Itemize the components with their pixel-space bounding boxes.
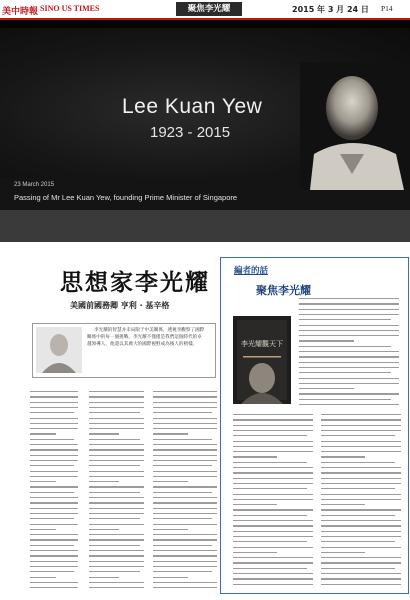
text-line [30, 518, 74, 519]
text-line [153, 571, 212, 572]
text-line [30, 539, 78, 540]
text-line [153, 508, 217, 509]
text-line [89, 555, 144, 556]
text-line [89, 492, 140, 493]
text-line [299, 346, 391, 347]
text-line [30, 407, 78, 408]
text-line [89, 412, 140, 413]
text-line [89, 486, 144, 487]
text-line [321, 547, 401, 548]
text-line [89, 476, 144, 477]
newspaper-logo: 美中時報 [2, 7, 39, 17]
text-line [153, 524, 217, 525]
text-line [153, 460, 217, 461]
masthead [0, 0, 410, 20]
text-line [299, 372, 391, 373]
article-summary [32, 323, 217, 377]
text-line [89, 433, 119, 434]
text-line [153, 428, 217, 429]
text-line [89, 444, 144, 445]
text-line [233, 499, 313, 500]
text-line [233, 414, 313, 415]
text-line [321, 568, 395, 569]
article-body-column-2 [89, 391, 144, 591]
text-line [321, 578, 401, 579]
text-line [30, 460, 78, 461]
text-line [30, 455, 78, 456]
text-line [321, 462, 395, 463]
text-line [30, 476, 78, 477]
text-line [153, 550, 217, 551]
text-line [153, 444, 217, 445]
editor-note-sidebar [220, 257, 409, 594]
text-line [30, 471, 78, 472]
text-line [321, 584, 401, 585]
text-line [299, 303, 399, 304]
text-line [153, 539, 217, 540]
text-line [153, 534, 217, 535]
text-line [89, 587, 144, 588]
banner-caption-date: 23 March 2015 [14, 182, 55, 188]
book-cover-image [233, 316, 291, 404]
text-line [233, 504, 277, 505]
text-line [30, 481, 56, 482]
text-line [89, 407, 144, 408]
text-line [153, 476, 217, 477]
text-line [153, 486, 217, 487]
text-line [30, 418, 78, 419]
text-line [321, 435, 395, 436]
text-line [299, 335, 399, 336]
text-line [321, 441, 401, 442]
text-line [30, 571, 74, 572]
text-line [153, 433, 188, 434]
text-line [299, 367, 399, 368]
text-line [321, 472, 401, 473]
text-line [153, 391, 217, 392]
text-line [153, 418, 217, 419]
issue-date: 2015 年 3 月 24 日 [292, 5, 369, 14]
text-line [233, 472, 313, 473]
text-line [89, 465, 140, 466]
text-line [30, 529, 56, 530]
text-line [233, 552, 277, 553]
text-line [321, 414, 401, 415]
text-line [30, 582, 78, 583]
text-line [299, 309, 399, 310]
text-line [89, 545, 140, 546]
memorial-banner-photo [0, 20, 410, 242]
text-line [153, 439, 212, 440]
text-line [89, 534, 144, 535]
text-line [89, 561, 144, 562]
text-line [30, 497, 78, 498]
text-line [30, 508, 78, 509]
text-line [153, 402, 217, 403]
text-line [233, 531, 313, 532]
text-line [299, 319, 391, 320]
text-line [89, 529, 119, 530]
text-line [30, 513, 78, 514]
text-line [233, 446, 313, 447]
text-line [233, 467, 313, 468]
text-line [321, 483, 401, 484]
text-line [89, 518, 140, 519]
text-line [321, 504, 365, 505]
text-line [89, 508, 144, 509]
text-line [30, 561, 78, 562]
text-line [89, 402, 144, 403]
text-line [89, 524, 144, 525]
text-line [89, 439, 140, 440]
text-line [89, 550, 144, 551]
text-line [153, 455, 217, 456]
text-line [89, 577, 119, 578]
text-line [321, 515, 395, 516]
text-line [321, 525, 401, 526]
text-line [299, 356, 399, 357]
text-line [30, 412, 74, 413]
text-line [321, 467, 401, 468]
text-line [30, 444, 78, 445]
banner-caption: Passing of Mr Lee Kuan Yew, founding Prime Minister of Singapore [14, 193, 238, 202]
text-line [89, 566, 144, 567]
text-line [321, 536, 401, 537]
text-line [321, 419, 401, 420]
text-line [321, 451, 401, 452]
text-line [321, 456, 365, 457]
text-line [30, 550, 78, 551]
text-line [30, 433, 56, 434]
text-line [233, 441, 313, 442]
text-line [233, 547, 313, 548]
text-line [233, 520, 313, 521]
text-line [233, 462, 307, 463]
text-line [321, 446, 401, 447]
text-line [321, 557, 401, 558]
text-line [153, 407, 217, 408]
text-line [233, 525, 313, 526]
text-line [299, 388, 354, 389]
text-line [299, 340, 354, 341]
text-line [89, 497, 144, 498]
text-line [153, 577, 188, 578]
summary-photo [36, 327, 82, 373]
text-line [233, 483, 313, 484]
banner-years: 1923 - 2015 [150, 124, 231, 141]
portrait-image [300, 62, 410, 190]
text-line [233, 430, 313, 431]
text-line [89, 513, 144, 514]
text-line [30, 439, 74, 440]
text-line [299, 404, 399, 405]
text-line [233, 568, 307, 569]
text-line [233, 488, 307, 489]
text-line [30, 391, 78, 392]
text-line [89, 455, 144, 456]
text-line [30, 524, 78, 525]
text-line [233, 494, 313, 495]
text-line [299, 298, 399, 299]
article-title: 思想家李光耀 [60, 269, 210, 296]
text-line [30, 428, 78, 429]
text-line [153, 502, 217, 503]
text-line [233, 573, 313, 574]
text-line [30, 577, 56, 578]
text-line [30, 545, 74, 546]
text-line [321, 552, 365, 553]
sidebar-heading: 編者的話 [234, 266, 269, 276]
text-line [321, 478, 401, 479]
book-title-text: 李光耀觀天下 [241, 340, 283, 348]
text-line [321, 425, 401, 426]
text-line [89, 418, 144, 419]
text-line [233, 515, 307, 516]
text-line [233, 557, 313, 558]
text-line [30, 402, 78, 403]
text-line [299, 399, 391, 400]
text-line [321, 494, 401, 495]
text-line [233, 435, 307, 436]
text-line [153, 529, 188, 530]
text-line [299, 393, 399, 394]
text-line [89, 471, 144, 472]
text-line [321, 430, 401, 431]
text-line [89, 502, 144, 503]
text-line [30, 492, 74, 493]
text-line [153, 465, 212, 466]
text-line [153, 566, 217, 567]
text-line [30, 465, 74, 466]
text-line [233, 536, 313, 537]
text-line [299, 325, 399, 326]
text-line [321, 573, 401, 574]
text-line [321, 509, 401, 510]
text-line [321, 488, 395, 489]
text-line [233, 478, 313, 479]
text-line [30, 423, 78, 424]
text-line [321, 562, 401, 563]
text-line [89, 481, 119, 482]
text-line [153, 587, 217, 588]
sidebar-title: 聚焦李光耀 [256, 284, 311, 297]
text-line [30, 396, 78, 397]
banner-name: Lee Kuan Yew [122, 95, 263, 118]
text-line [89, 582, 144, 583]
text-line [153, 555, 217, 556]
text-line [299, 378, 399, 379]
text-line [89, 396, 144, 397]
text-line [233, 509, 313, 510]
sidebar-text-right [299, 298, 399, 410]
banner-bottom-strip [0, 210, 410, 242]
text-line [30, 555, 78, 556]
article-body-column-1 [30, 391, 78, 591]
text-line [153, 412, 212, 413]
text-line [321, 541, 395, 542]
text-line [233, 419, 313, 420]
text-line [153, 471, 217, 472]
text-line [321, 499, 401, 500]
text-line [233, 578, 313, 579]
text-line [153, 481, 188, 482]
sidebar-text-left [233, 414, 313, 586]
text-line [153, 396, 217, 397]
text-line [30, 449, 78, 450]
text-line [89, 449, 144, 450]
text-line [89, 539, 144, 540]
text-line [153, 545, 212, 546]
text-line [299, 351, 399, 352]
text-line [233, 562, 313, 563]
text-line [153, 497, 217, 498]
text-line [233, 425, 313, 426]
text-line [153, 561, 217, 562]
text-line [321, 531, 401, 532]
article-body-column-3 [153, 391, 217, 591]
text-line [321, 520, 401, 521]
page-number: P14 [381, 4, 393, 13]
text-line [233, 541, 307, 542]
text-line [30, 587, 78, 588]
text-line [89, 423, 144, 424]
text-line [153, 449, 217, 450]
summary-text: 李光耀的智慧并未局限于中美關係，透視李觀察了國際關係中的每一個挑戰，李光耀不僅僅是我們這個時代的卓越領導人，他還以其廣大的國際視野成為後人的榜樣。 [87, 328, 205, 348]
text-line [30, 502, 78, 503]
text-line [233, 451, 313, 452]
article-byline: 美國前國務卿 亨利 · 基辛格 [70, 301, 170, 310]
text-line [153, 518, 212, 519]
text-line [299, 362, 399, 363]
text-line [30, 486, 78, 487]
text-line [153, 492, 212, 493]
section-tag: 聚焦李光耀 [176, 2, 242, 16]
text-line [153, 582, 217, 583]
sidebar-text-right-lower [321, 414, 401, 586]
text-line [89, 571, 140, 572]
text-line [299, 383, 399, 384]
text-line [233, 456, 277, 457]
text-line [299, 314, 399, 315]
text-line [89, 391, 144, 392]
text-line [89, 460, 144, 461]
text-line [233, 584, 313, 585]
text-line [89, 428, 144, 429]
text-line [153, 513, 217, 514]
newspaper-name-en: SINO US TIMES [40, 4, 100, 13]
text-line [30, 566, 78, 567]
text-line [153, 423, 217, 424]
text-line [30, 534, 78, 535]
text-line [299, 330, 399, 331]
